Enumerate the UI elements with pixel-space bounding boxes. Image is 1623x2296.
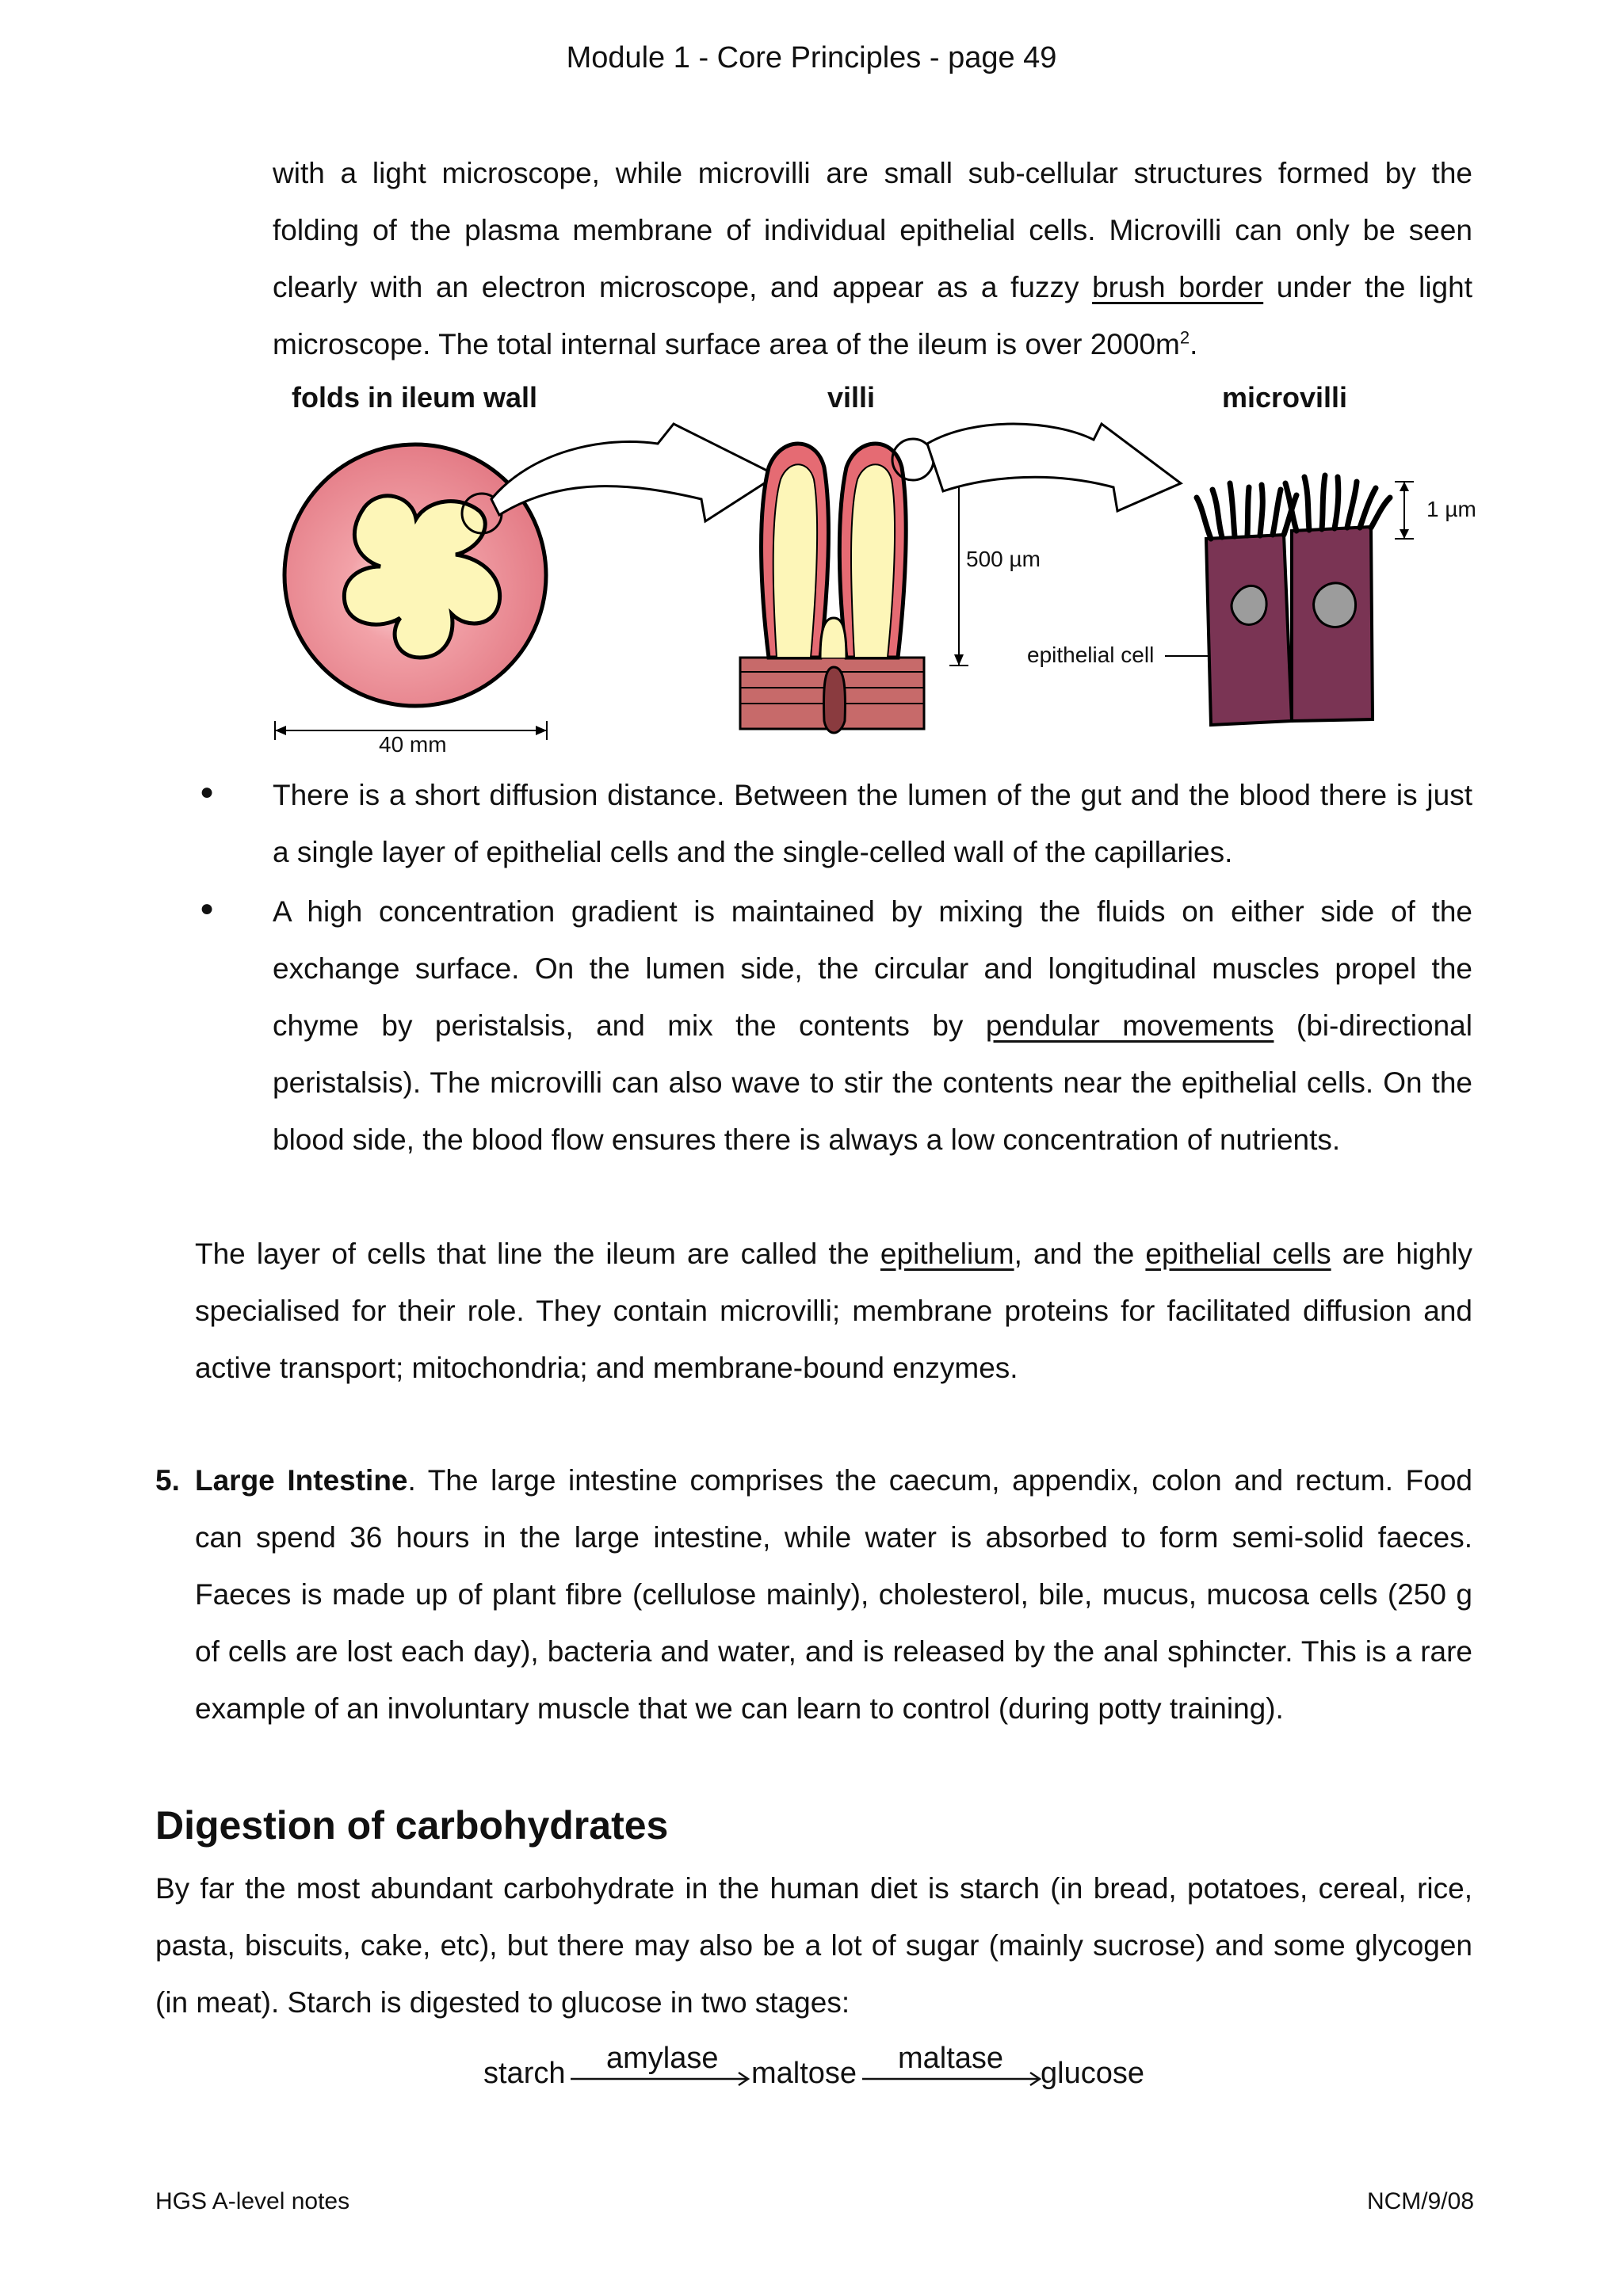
eq-glucose: glucose (1041, 2057, 1144, 2090)
footer-left: HGS A-level notes (155, 2188, 350, 2214)
eq-maltose: maltose (751, 2057, 857, 2090)
label-microvilli: microvilli (1222, 381, 1348, 414)
bullet-concentration-gradient: A high concentration gradient is maintained by mixing the fluids on either side of the exchange surface. On the lumen side, the circular and longitudinal muscles propel the chyme by peristalsis, and mix the contents by pendular movements (bi-directional peristalsis). The microvilli can also wave to stir the contents near the epithelial cells. On the blood side, the blood flow ensures there is always a low concentration of nutrients. (273, 895, 1472, 1156)
bullet-diffusion-distance: There is a short diffusion distance. Between the lumen of the gut and the blood there is just a single layer of epithelial cells and the single-celled wall of the capillaries. (273, 779, 1472, 868)
scale-label-40mm: 40 mm (379, 732, 447, 757)
bullet-marker-2: ● (200, 895, 215, 921)
term-brush-border: brush border (1092, 271, 1264, 303)
villi-drawing (740, 439, 968, 733)
intro-paragraph: with a light microscope, while microvilli are small sub-cellular structures formed by the folding of the plasma membrane of individual epithelial cells. Microvilli can only be seen clearly with an electron microscope, and appear as a fuzzy brush border under the light microscope. The total internal surface area of the ileum is over $2000m^2$. (273, 157, 1472, 360)
eq-amylase: amylase (606, 2042, 719, 2075)
carbohydrates-paragraph: By far the most abundant carbohydrate in the human diet is starch (in bread, potatoes, cereal, rice, pasta, biscuits, cake, etc), but there may also be a lot of sugar (mainly sucrose) and some glycogen (in meat). Starch is digested to glucose in two stages: (155, 1872, 1472, 2019)
scale-label-500um: 500 µm (966, 547, 1041, 571)
label-folds-in-ileum-wall: folds in ileum wall (292, 381, 538, 414)
term-pendular-movements: pendular movements (985, 1009, 1274, 1042)
label-villi: villi (827, 381, 876, 414)
footer-right: NCM/9/08 (1366, 2188, 1474, 2214)
microvilli-drawing (1165, 475, 1414, 725)
large-intestine-title: Large Intestine (195, 1464, 408, 1497)
ileum-diagram (262, 420, 1514, 769)
term-epithelium: epithelium (880, 1238, 1014, 1270)
epithelium-paragraph: The layer of cells that line the ileum are called the epithelium, and the epithelial cells are highly specialised for their role. They contain microvilli; membrane proteins for facilitated diffusion and active transport; mitochondria; and membrane-bound enzymes. (195, 1238, 1473, 1384)
eq-starch: starch (483, 2057, 566, 2090)
label-epithelial-cell: epithelial cell (1027, 643, 1155, 667)
scale-label-1um: 1 µm (1426, 497, 1476, 521)
term-epithelial-cells: epithelial cells (1145, 1238, 1331, 1270)
eq-maltase: maltase (898, 2042, 1004, 2075)
section-heading: Digestion of carbohydrates (155, 1803, 669, 1848)
arrow-fold-to-villi (491, 424, 777, 521)
large-intestine-paragraph: Large Intestine. The large intestine comprises the caecum, appendix, colon and rectum. Food can spend 36 hours in the large intestine, while water is absorbed to form semi-solid faeces. Faeces is made up of plant fibre (cellulose mainly), cholesterol, bile, mucus, mucosa cells (250 g of cells are lost each day), bacteria and water, and is released by the anal sphincter. This is a rare example of an involuntary muscle that we can learn to control (during potty training). (195, 1464, 1472, 1725)
eq-arrow-2 (862, 2069, 1044, 2088)
item-number-5: 5. (155, 1464, 180, 1497)
arrow-villi-to-microvilli (927, 424, 1181, 511)
eq-arrow-1 (571, 2069, 753, 2088)
bullet-marker-1: ● (200, 779, 215, 805)
page-header: Module 1 - Core Principles - page 49 (566, 41, 1057, 74)
